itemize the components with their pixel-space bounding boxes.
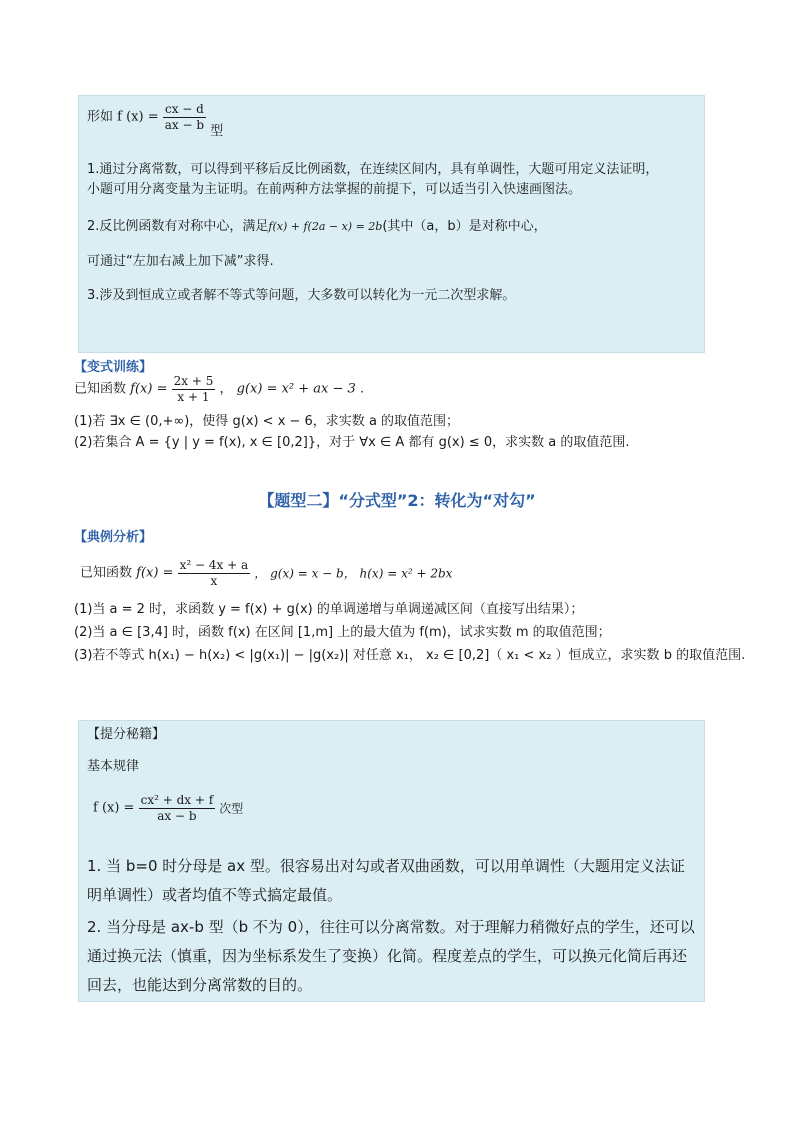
variant-f-fraction bbox=[172, 374, 216, 405]
symmetry-formula: f(x) + f(2a − x) = 2b bbox=[268, 220, 383, 233]
example-tag: 【典例分析】 bbox=[74, 530, 153, 545]
form-fraction bbox=[163, 102, 206, 133]
variant-intro bbox=[74, 374, 364, 410]
example-f-denominator: x bbox=[178, 573, 251, 589]
variant-question-1: (1)若 ∃x ∈ (0,+∞)，使得 g(x) < x − 6，求实数 a 的取值范围； bbox=[74, 414, 460, 429]
box2-form-lhs: f (x) = bbox=[93, 800, 135, 816]
box2-subtitle: 基本规律 bbox=[87, 759, 140, 774]
tips-box-1 bbox=[78, 95, 705, 353]
example-g-h-definitions: ， g(x) = x − b， h(x) = x² + 2bx bbox=[254, 566, 453, 581]
variant-f-numerator: 2x + 5 bbox=[173, 374, 214, 388]
variant-question-2: (2)若集合 A = {y | y = f(x), x ∈ [0,2]}，对于 ∀x ∈ A 都有 g(x) ≤ 0，求实数 a 的取值范围. bbox=[74, 435, 630, 450]
box2-point-2: 2. 当分母是 ax-b 型（b 不为 0），往往可以分离常数。对于理解力稍微好点的学生，还可以通过换元法（慎重，因为坐标系发生了变换）化简。程度差点的学生，可以换元化简后再还回去，也能达到分离常数的目的。 bbox=[87, 918, 695, 994]
example-intro-a: 已知函数 bbox=[80, 565, 133, 581]
variant-intro-b: ， bbox=[219, 381, 233, 397]
point-2-note: 可通过“左加右减上加下减”求得. bbox=[87, 254, 274, 269]
point-1-line-1: 1.通过分离常数，可以得到平移后反比例函数，在连续区间内，具有单调性，大题可用定义法证明， bbox=[87, 162, 659, 177]
box2-form-denominator: ax − b bbox=[139, 808, 216, 824]
example-f-fraction bbox=[178, 558, 251, 589]
section-title: 【题型二】“分式型”2：转化为“对勾” bbox=[258, 491, 536, 510]
box2-formula bbox=[93, 793, 243, 835]
form-formula bbox=[87, 102, 223, 142]
box2-form-numerator: cx² + dx + f bbox=[140, 793, 214, 807]
form-prefix: 形如 bbox=[87, 109, 114, 125]
example-f-numerator: x² − 4x + a bbox=[179, 558, 249, 572]
point-3: 3.涉及到恒成立或者解不等式等问题，大多数可以转化为一元二次型求解。 bbox=[87, 288, 516, 303]
variant-tag: 【变式训练】 bbox=[74, 360, 153, 375]
tips-box-2 bbox=[78, 720, 705, 1002]
point-2-text-a: 2.反比例函数有对称中心，满足 bbox=[87, 219, 269, 234]
variant-f-denominator: x + 1 bbox=[172, 389, 216, 405]
example-intro bbox=[80, 558, 452, 598]
variant-g-definition: g(x) = x² + ax − 3 bbox=[236, 381, 356, 397]
point-1-line-2: 小题可用分离变量为主证明。在前两种方法掌握的前提下，可以适当引入快速画图法。 bbox=[87, 182, 582, 197]
variant-intro-c: . bbox=[359, 381, 365, 397]
point-2-text-b: (其中（a，b）是对称中心， bbox=[382, 219, 547, 234]
point-2 bbox=[87, 217, 547, 237]
example-question-2: (2)当 a ∈ [3,4] 时，函数 f(x) 在区间 [1,m] 上的最大值为 f(m)，试求实数 m 的取值范围； bbox=[74, 625, 611, 640]
form-suffix: 型 bbox=[210, 124, 224, 139]
box2-form-suffix: 次型 bbox=[219, 801, 244, 816]
example-question-1: (1)当 a = 2 时，求函数 y = f(x) + g(x) 的单调递增与单调递减区间（直接写出结果）； bbox=[74, 602, 584, 617]
form-denominator: ax − b bbox=[164, 118, 205, 132]
example-question-3: (3)若不等式 h(x₁) − h(x₂) < |g(x₁)| − |g(x₂)| 对任意 x₁， x₂ ∈ [0,2]（ x₁ < x₂ ）恒成立，求实数 b 的取值范围. bbox=[74, 648, 746, 663]
box2-form-fraction bbox=[139, 793, 216, 824]
variant-f-lhs: f(x) = bbox=[130, 381, 168, 397]
variant-intro-a: 已知函数 bbox=[74, 381, 127, 397]
box2-point-1: 1. 当 b=0 时分母是 ax 型。很容易出对勾或者双曲函数，可以用单调性（大题用定义法证明单调性）或者均值不等式搞定最值。 bbox=[87, 857, 685, 904]
box2-tag: 【提分秘籍】 bbox=[87, 727, 166, 742]
form-numerator: cx − d bbox=[164, 102, 204, 116]
example-f-lhs: f(x) = bbox=[136, 565, 174, 581]
form-lhs: f (x) = bbox=[117, 109, 159, 125]
